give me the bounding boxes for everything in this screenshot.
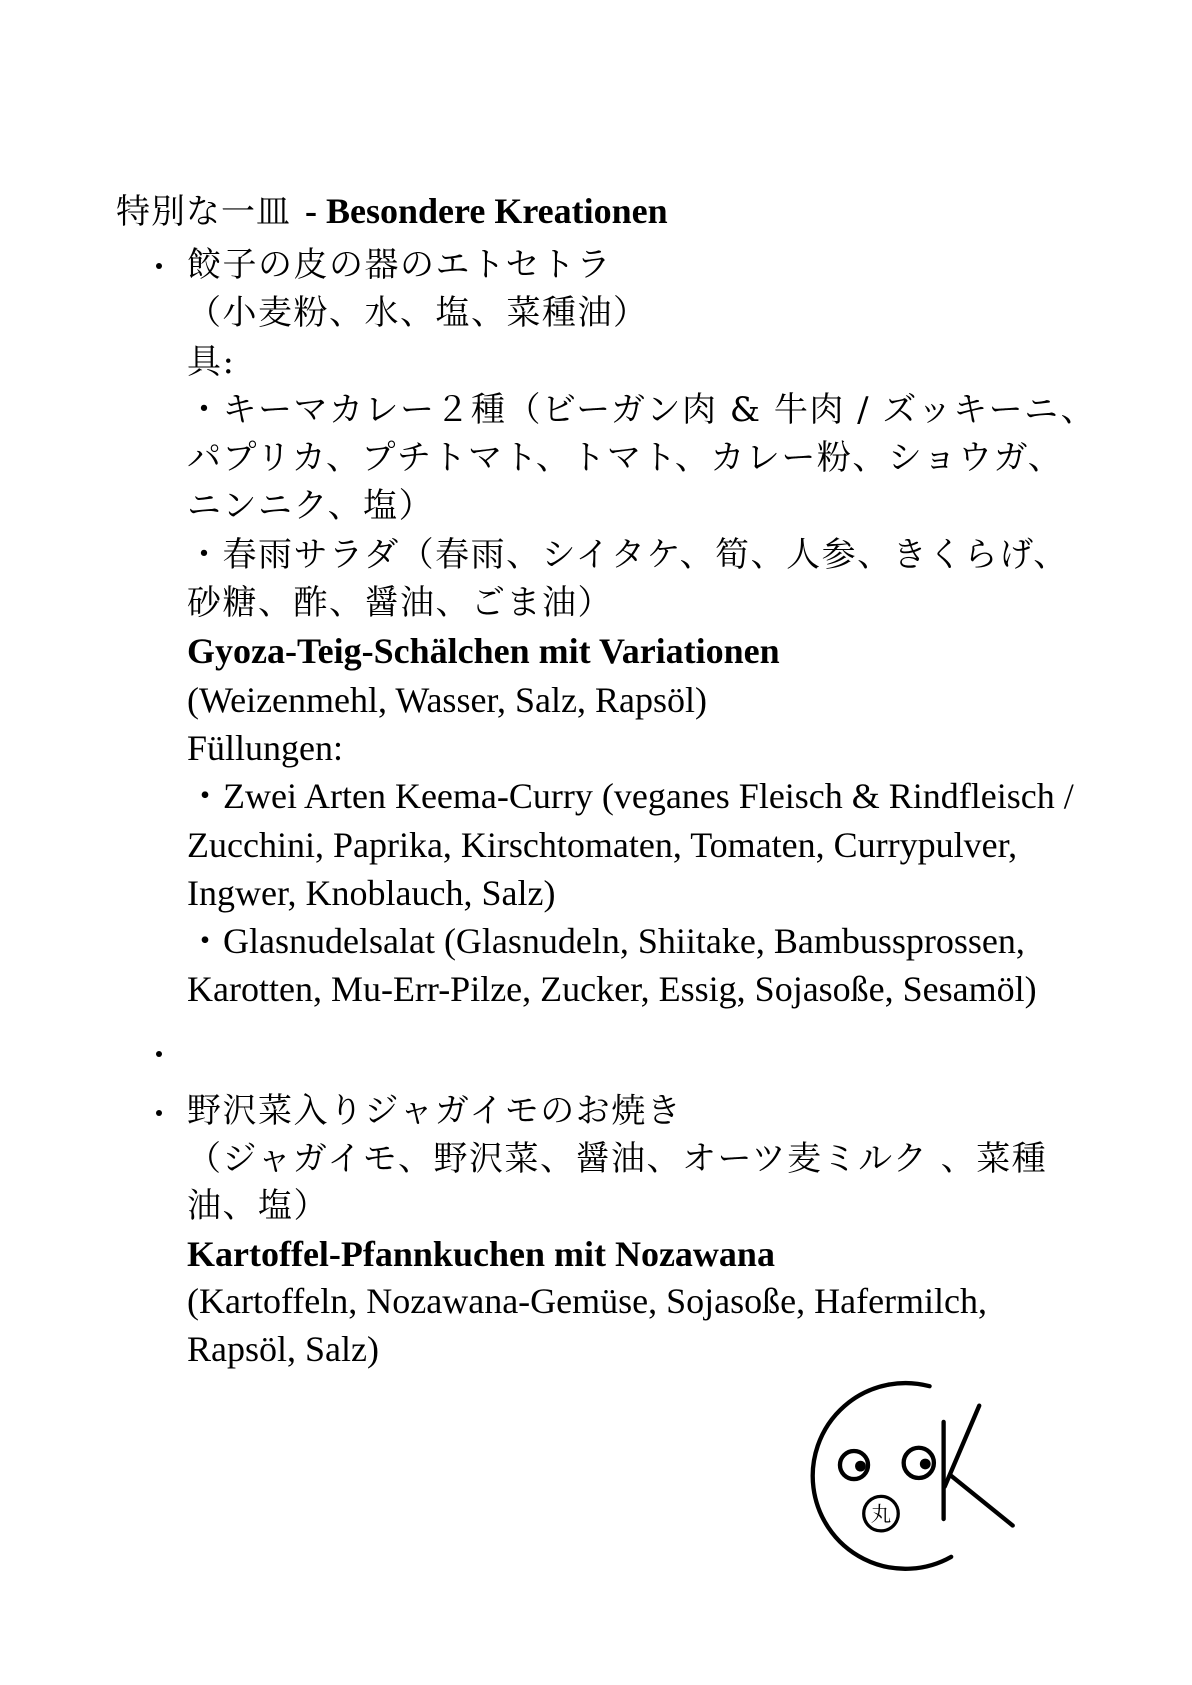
filling-1-ja-line: パプリカ、プチトマト、トマト、カレー粉、ショウガ、 — [187, 438, 1064, 479]
dish-ingredients-de-line: (Kartoffeln, Nozawana-Gemüse, Sojasoße, Hafermilch, — [187, 1281, 988, 1322]
logo-k-leg — [951, 1476, 1013, 1526]
filling-2-ja-line: 砂糖、酢、醤油、ごま油） — [187, 583, 613, 624]
dish-title-ja: 野沢菜入りジャガイモのお焼き — [187, 1091, 683, 1131]
fillings-label-de: Füllungen: — [187, 727, 344, 768]
filling-2-de-line: Karotten, Mu-Err-Pilze, Zucker, Essig, Sojasoße, Sesamöl) — [187, 969, 1037, 1010]
dish-ingredients-de: (Weizenmehl, Wasser, Salz, Rapsöl) — [187, 679, 707, 720]
filling-1-de-line: Zucchini, Paprika, Kirschtomaten, Tomaten, Currypulver, — [187, 824, 1018, 865]
dish-gyoza — [187, 241, 1096, 1014]
logo-maru-text: 丸 — [870, 1502, 892, 1527]
dish-title-de: Kartoffel-Pfannkuchen mit Nozawana — [187, 1233, 775, 1274]
filling-1-ja-line: ・キーマカレー２種（ビーガン肉 & 牛肉 / ズッキーニ、 — [187, 389, 1097, 430]
dish-ingredients-ja: （小麦粉、水、塩、菜種油） — [187, 293, 649, 334]
dish-title-ja: 餃子の皮の器のエトセトラ — [187, 245, 612, 285]
heading-japanese: 特別な一皿 — [116, 192, 291, 232]
dish-oyaki — [187, 1088, 1047, 1374]
fillings-label-ja: 具: — [187, 341, 236, 382]
page-heading — [116, 187, 668, 236]
filling-1-de-line: Ingwer, Knoblauch, Salz) — [187, 872, 556, 913]
bullet — [156, 1051, 162, 1057]
filling-1-ja-line: ニンニク、塩） — [187, 486, 435, 527]
logo-right-pupil — [920, 1459, 931, 1470]
heading-german: - Besondere Kreationen — [305, 191, 668, 231]
cook-logo — [800, 1370, 1030, 1586]
dish-title-de: Gyoza-Teig-Schälchen mit Variationen — [187, 631, 780, 672]
dish-ingredients-de-line: Rapsöl, Salz) — [187, 1328, 379, 1369]
filling-2-de-line: ・Glasnudelsalat (Glasnudeln, Shiitake, Bambussprossen, — [187, 921, 1025, 962]
bullet — [156, 1110, 162, 1116]
logo-c-arc — [813, 1383, 951, 1569]
dish-ingredients-ja-line: 油、塩） — [187, 1186, 329, 1227]
logo-left-pupil — [855, 1461, 866, 1472]
bullet — [156, 263, 162, 269]
filling-1-de-line: ・Zwei Arten Keema-Curry (veganes Fleisch & Rindfleisch / — [187, 776, 1074, 817]
dish-ingredients-ja-line: （ジャガイモ、野沢菜、醤油、オーツ麦ミルク 、菜種 — [187, 1138, 1048, 1179]
filling-2-ja-line: ・春雨サラダ（春雨、シイタケ、筍、人参、きくらげ、 — [187, 534, 1069, 575]
